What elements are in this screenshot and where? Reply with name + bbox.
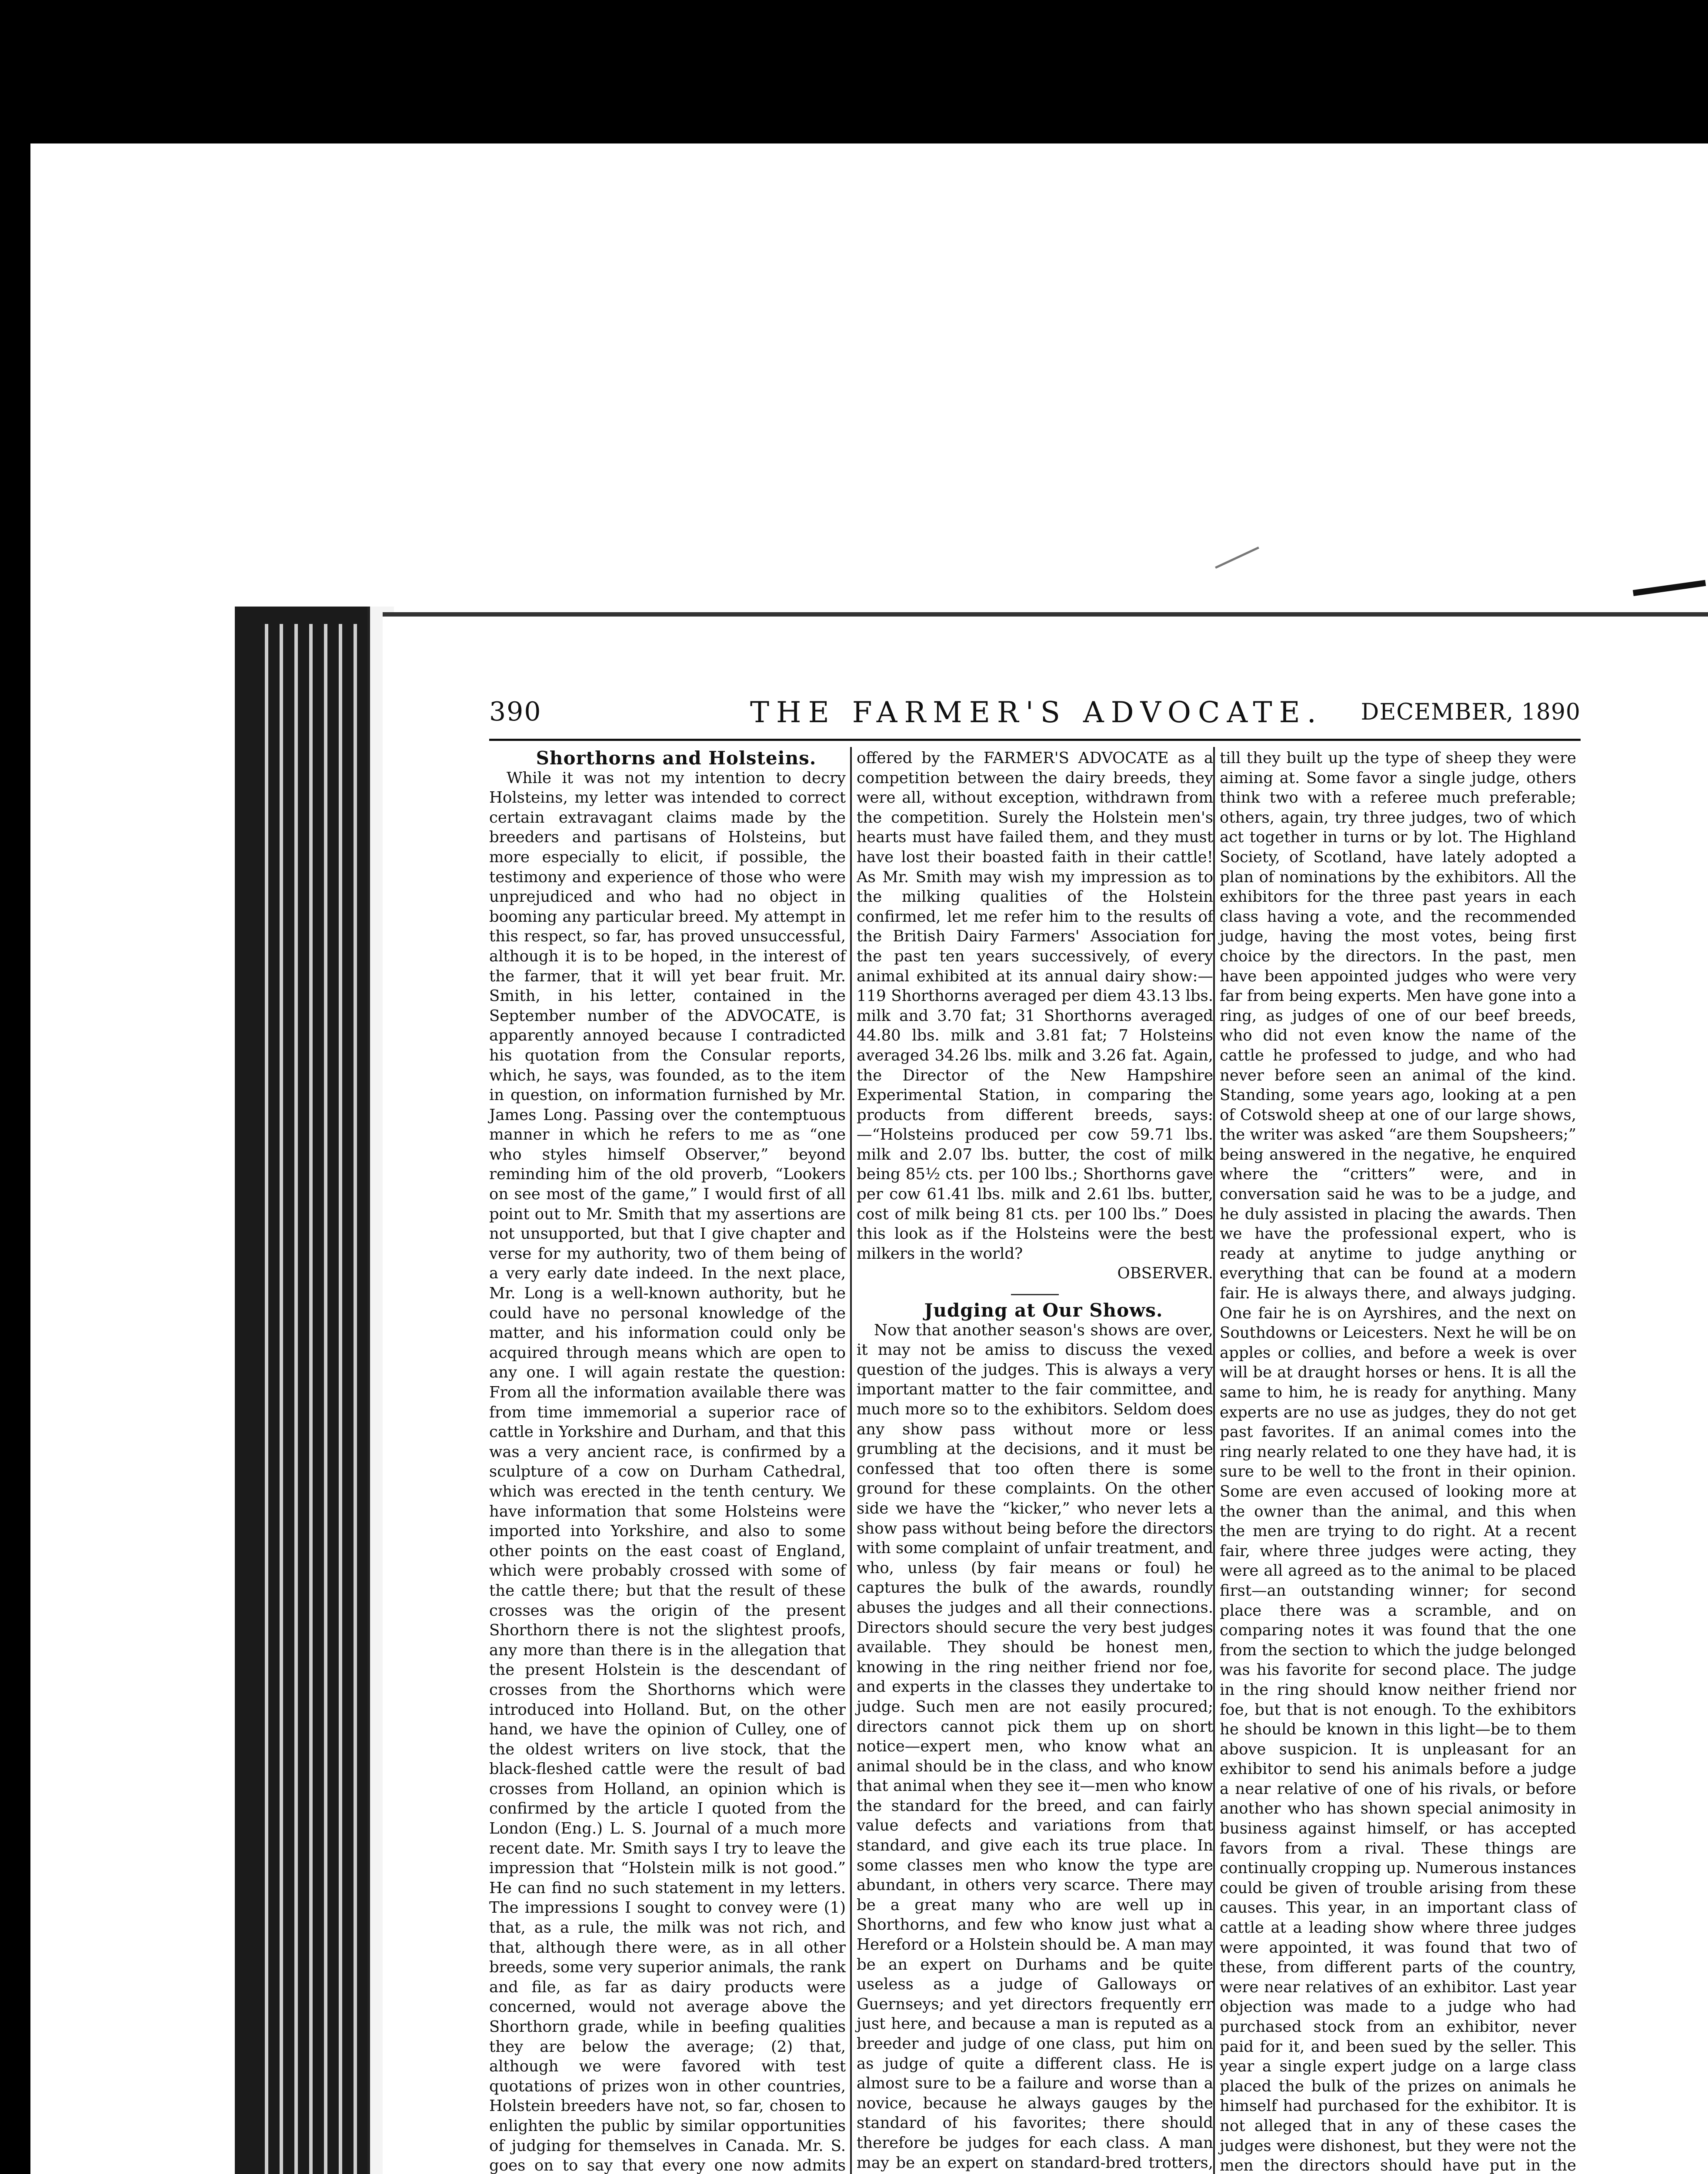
section-divider xyxy=(1011,1294,1059,1295)
article-signature: OBSERVER. xyxy=(1117,1264,1213,1283)
article-paragraph: Now that another season's shows are over, it may not be amiss to discuss the vexed question of the judges. This is always a very important matter to the fair committee, and much more so to the exhibitors. Seldom does any show pass without more or less grumbling at the decisions, and it must be confessed that too often there is some ground for these complaints. On the other side we have the “kicker,” who never lets a show pass without being before the directors with some complaint of unfair treatment, and who, unless (by fair means or foul) he captures the bulk of the awards, roundly abuses the judges and all their connections. Directors should secure the very best judges available. They should be honest men, knowing in the ring neither friend nor foe, and experts in the classes they undertake to judge. Such men are not easily procured; directors cannot pick them up on short notice—expert men, who know what an animal should be in the class, and who know that animal when they see it—men who know the standard for the breed, and can fairly value defects and variations from that standard, and give each its true place. In some classes men who know the type are abundant, in others very scarce. There may be a great many who are well up in Shorthorns, and few who know just what a Hereford or a Holstein should be. A man may be an expert on Durhams and be quite useless as a judge of Galloways or Guernseys; and yet directors frequently err just here, and because a man is reputed as a breeder and judge of one class, put him on as judge of quite a different class. He is almost sure to be a failure and worse than a novice, because he always gauges by the standard of his favorites; there should therefore be judges for each class. A man may be an expert on standard-bred trotters, xyxy=(857,1321,1213,2172)
article-paragraph: till they built up the type of sheep they were aiming at. Some favor a single judge, others think two with a referee much preferable; others, again, try three judges, two of which act together in turns or by lot. The Highland Society, of Scotland, have lately adopted a plan of nominations by the exhibitors. All the exhibitors for the three past years in each class having a vote, and the recommended judge, having the most votes, being first choice by the directors. In the past, men have been appointed judges who were very far from being experts. Men have gone into a ring, as judges of one of our beef breeds, who did not even know the name of the cattle he professed to judge, and who had never before seen an animal of the kind. Standing, some years ago, looking at a pen of Cotswold sheep at one of our large shows, the writer was asked “are them Soupsheers;” being answered in the negative, he enquired where the “critters” were, and in conversation said he was to be a judge, and he duly assisted in placing the awards. Then we have the professional expert, who is ready at anytime to judge anything or everything that can be found at a modern fair. He is always there, and always judging. One fair he is on Ayrshires, and the next on Southdowns or Leicesters. Next he will be on apples or collies, and before a week is over will be at draught horses or hens. It is all the same to him, he is ready for anything. Many experts are no use as judges, they do not get past favorites. If an animal comes into the ring nearly related to one they have had, it is sure to be well to the front in their opinion. Some are even accused of looking more at the owner than the animal, and this when the men are trying to do right. At a recent fair, where three judges were acting, they were all agreed as to the animal to be placed first—an outstanding winner; for second place there was a scramble, and on comparing notes it was found that the one from the section to which the judge belonged was his favorite for second place. The judge in the ring should know neither friend nor foe, but that is not enough. To the exhibitors he should be known in this light—be to them above suspicion. It is unpleasant for an exhibitor to send his animals before a judge a near relative of one of his rivals, or before another who has shown special animosity in business against himself, or has accepted favors from a rival. These things are continually cropping up. Numerous instances could be given of trouble arising from these causes. This year, in an important class of cattle at a leading show where three judges were appointed, it was found that two of these, from different parts of the country, were near relatives of an exhibitor. Last year objection was made to a judge who had purchased stock from an exhibitor, never paid for it, and been sued by the seller. This year a single expert judge on a large class placed the bulk of the prizes on animals he himself had purchased for the exhibitor. It is not alleged that in any of these cases the judges were dishonest, but they were not the men the directors should have put in the xyxy=(1220,749,1576,2174)
page-number: 390 xyxy=(489,697,542,727)
masthead: THE FARMER'S ADVOCATE. xyxy=(750,696,1323,729)
article-paragraph: While it was not my intention to decry Holsteins, my letter was intended to correct certain extravagant claims made by the breeders and partisans of Holsteins, but more especially to elicit, if possible, the testimony and experience of those who were unprejudiced and who had no object in booming any particular breed. My attempt in this respect, so far, has proved unsuccessful, although it is to be hoped, in the interest of the farmer, that it will yet bear fruit. Mr. Smith, in his letter, contained in the September number of the ADVOCATE, is apparently annoyed because I contradicted his quotation from the Consular reports, which, he says, was founded, as to the item in question, on information furnished by Mr. James Long. Passing over the contemptuous manner in which he refers to me as “one who styles himself Observer,” beyond reminding him of the old proverb, “Lookers on see most of the game,” I would first of all point out to Mr. Smith that my assertions are not unsupported, but that I give chapter and verse for my authority, two of them being of a very early date indeed. In the next place, Mr. Long is a well-known authority, but he could have no personal knowledge of the matter, and his information could only be acquired through means which are open to any one. I will again restate the question: From all the information available there was from time immemorial a superior race of cattle in Yorkshire and Durham, and that this was a very ancient race, is confirmed by a sculpture of a cow on Durham Cathedral, which was erected in the tenth century. We have information that some Holsteins were imported into Yorkshire, and also to some other points on the east coast of England, which were probably crossed with some of the cattle there; but that the result of these crosses was the origin of the present Shorthorn there is not the slightest proofs, any more than there is in the allegation that the present Holstein is the descendant of crosses from the Shorthorns which were introduced into Holland. But, on the other hand, we have the opinion of Culley, one of the oldest writers on live stock, that the black-fleshed cattle were the result of bad crosses from Holland, an opinion which is confirmed by the article I quoted from the London (Eng.) L. S. Journal of a much more recent date. Mr. Smith says I try to leave the impression that “Holstein milk is not good.” He can find no such statement in my letters. The impressions I sought to convey were (1) that, as a rule, the milk was not rich, and that, although there were, as in all other breeds, some very superior animals, the rank and file, as far as dairy products were concerned, would not average above the Shorthorn grade, while in beefing qualities they are below the average; (2) that, although we were favored with test quotations of prizes won in other countries, Holstein breeders have not, so far, chosen to enlighten the public by similar opportunities of judging for themselves in Canada. Mr. S. goes on to say that every one now admits xyxy=(489,769,846,2174)
column-1 xyxy=(489,748,846,2174)
article-title: Shorthorns and Holsteins. xyxy=(536,747,817,769)
issue-date: DECEMBER, 1890 xyxy=(1361,699,1581,725)
column-divider xyxy=(850,747,852,2174)
book-binding xyxy=(235,607,378,2174)
column-2 xyxy=(857,748,1213,2174)
article-paragraph: offered by the FARMER'S ADVOCATE as a competition between the dairy breeds, they were all, without exception, withdrawn from the competition. Surely the Holstein men's hearts must have failed them, and they must have lost their boasted faith in their cattle! As Mr. Smith may wish my impression as to the milking qualities of the Holstein confirmed, let me refer him to the results of the British Dairy Farmers' Association for the past ten years successively, of every animal exhibited at its annual dairy show:—119 Shorthorns averaged per diem 43.13 lbs. milk and 3.70 fat; 31 Shorthorns averaged 44.80 lbs. milk and 3.81 fat; 7 Holsteins averaged 34.26 lbs. milk and 3.26 fat. Again, the Director of the New Hampshire Experimental Station, in comparing the products from different breeds, says:—“Holsteins produced per cow 59.71 lbs. milk and 2.07 lbs. butter, the cost of milk being 85½ cts. per 100 lbs.; Shorthorns gave per cow 61.41 lbs. milk and 2.61 lbs. butter, cost of milk being 81 cts. per 100 lbs.” Does this look as if the Holsteins were the best milkers in the world? xyxy=(857,749,1213,1263)
column-divider xyxy=(1213,747,1215,2174)
article-title: Judging at Our Shows. xyxy=(924,1300,1163,1321)
header-rule xyxy=(489,739,1581,741)
column-3 xyxy=(1220,748,1576,2174)
newspaper-page xyxy=(383,612,1708,2174)
page-header xyxy=(489,697,1581,731)
